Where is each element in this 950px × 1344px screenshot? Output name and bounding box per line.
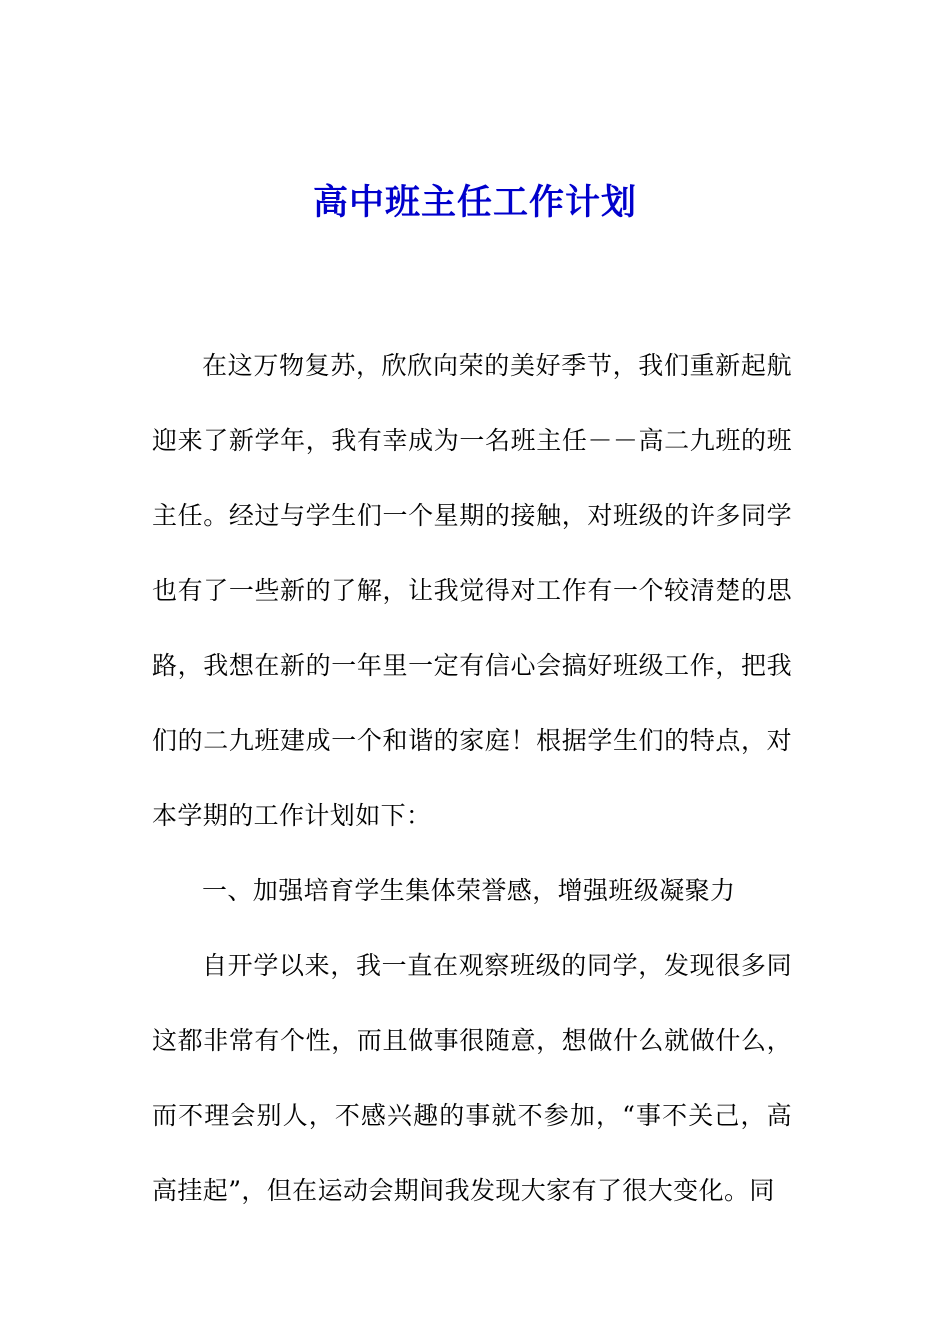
paragraph-section-1: 自开学以来，我一直在观察班级的同学，发现很多同这都非常有个性，而且做事很随意，想做什么就做什么，而不理会别人，不感兴趣的事就不参加，“事不关己，高高挂起”，但在运动会期间我发现大家有了很大变化。同 <box>152 951 792 1205</box>
section-heading-1: 一、加强培育学生集体荣誉感，增强班级凝聚力 <box>202 876 736 905</box>
paragraph-intro: 在这万物复苏，欣欣向荣的美好季节，我们重新起航迎来了新学年，我有幸成为一名班主任－－高二九班的班主任。经过与学生们一个星期的接触，对班级的许多同学也有了一些新的了解，让我觉得对工作有一个较清楚的思路，我想在新的一年里一定有信心会搞好班级工作，把我们的二九班建成一个和谐的家庭！根据学生们的特点，对本学期的工作计划如下： <box>152 351 792 830</box>
document-body <box>152 328 792 1228</box>
document-title: 高中班主任工作计划 <box>312 182 637 223</box>
